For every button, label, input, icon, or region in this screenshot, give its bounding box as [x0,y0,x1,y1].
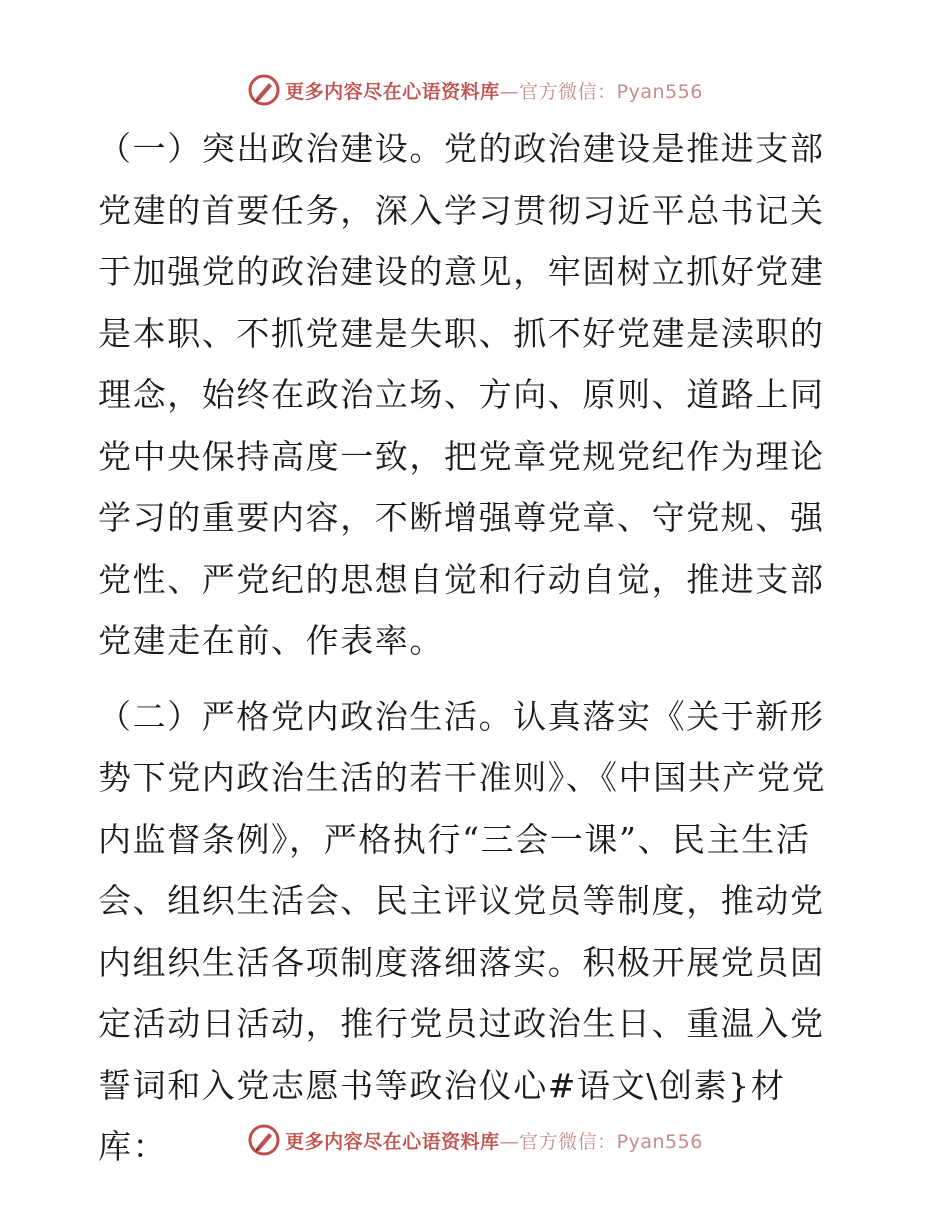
watermark-separator: — [499,80,520,103]
watermark-brand: 更多内容尽在心语资料库 [285,1130,500,1153]
watermark-wechat: 官方微信：Pyan556 [519,80,703,103]
watermark-separator: — [499,1130,520,1153]
footer-watermark [0,1120,950,1160]
watermark-brand: 更多内容尽在心语资料库 [285,80,500,103]
pen-logo-icon [247,73,281,107]
document-body [98,118,850,1178]
pen-logo-icon [247,1123,281,1157]
header-watermark [0,70,950,110]
paragraph-party-political-life: （二）严格党内政治生活。认真落实《关于新形势下党内政治生活的若干准则》、《中国共产党党内监督条例》，严格执行“三会一课”、民主生活会、组织生活会、民主评议党员等制度，推动党内组织生活各项制度落细落实。积极开展党员固定活动日活动，推行党员过政治生日、重温入党誓词和入党志愿书等政治仪心#语文\创素}材库： [98,696,827,1166]
watermark-text [285,77,703,104]
watermark-text [285,1127,703,1154]
paragraph-political-construction: （一）突出政治建设。党的政治建设是推进支部党建的首要任务，深入学习贯彻习近平总书记关于加强党的政治建设的意见，牢固树立抓好党建是本职、不抓党建是失职、抓不好党建是渎职的理念，始终在政治立场、方向、原则、道路上同党中央保持高度一致，把党章党规党纪作为理论学习的重要内容，不断增强尊党章、守党规、强党性、严党纪的思想自觉和行动自觉，推进支部党建走在前、作表率。 [98,129,825,660]
watermark-wechat: 官方微信：Pyan556 [519,1130,703,1153]
